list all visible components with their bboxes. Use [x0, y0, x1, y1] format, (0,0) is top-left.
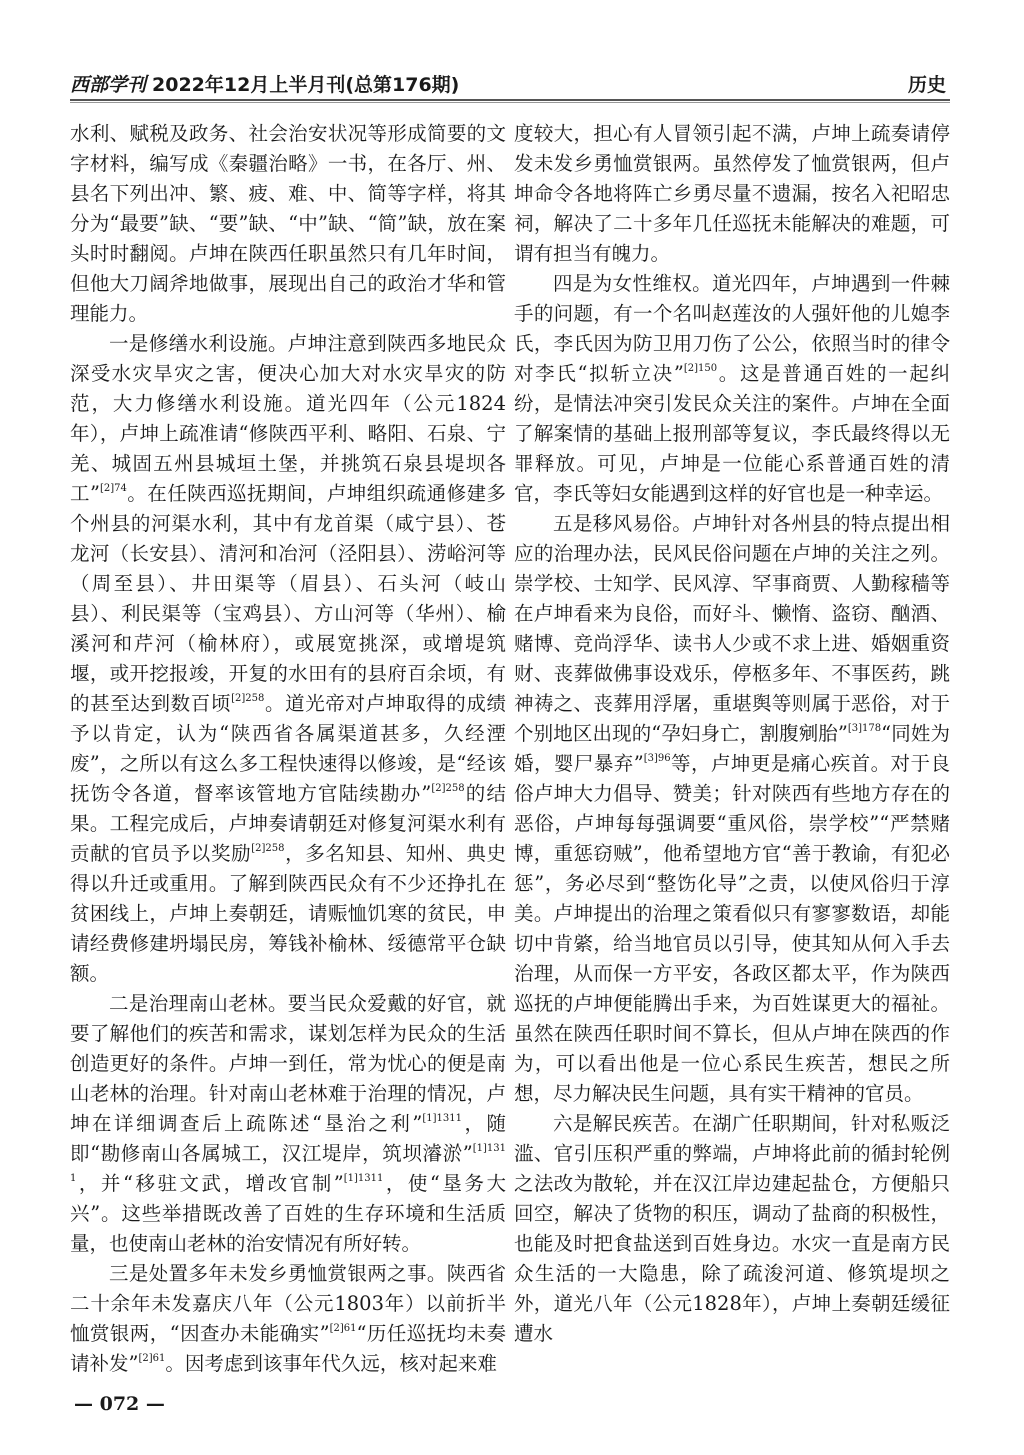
- citation-superscript: [2]258: [431, 783, 465, 794]
- paragraph-text: “同姓为婚，婴尸暴弃”: [514, 722, 950, 775]
- page-number: — 072 —: [74, 1393, 165, 1415]
- paragraph-text: 五是移风易俗。卢坤针对各州县的特点提出相应的治理办法，民风民俗问题在卢坤的关注之列。崇学校、士知学、民风淳、罕事商贾、人勤稼穑等在卢坤看来为良俗，而好斗、懒惰、盗窃、酗酒、赌博、竞尚浮华、读书人少或不求上进、婚姻重资财、丧葬做佛事设戏乐，停柩多年、不事医药，跳神祷之、丧葬用浮屠，重堪舆等则属于恶俗，对于个别地区出现的“孕妇身亡，割腹剜胎”: [514, 512, 950, 745]
- section-label: 历史: [907, 74, 946, 96]
- paragraph-text: ，并“移驻文武，增改官制”: [76, 1172, 344, 1195]
- body-paragraph: [70, 1259, 506, 1379]
- body-paragraph: [70, 989, 506, 1259]
- citation-superscript: [2]258: [231, 693, 265, 704]
- citation-superscript: [3]178: [847, 723, 882, 734]
- left-column: [70, 119, 506, 1379]
- citation-superscript: [2]258: [251, 843, 285, 854]
- paragraph-text: 等，卢坤更是痛心疾首。对于良俗卢坤大力倡导、赞美；针对陕西有些地方存在的恶俗，卢坤每每强调要“重风俗，崇学校”“严禁赌博，重惩窃贼”，他希望地方官“善于教谕，有犯必惩”，务必尽到“整饬化导”之责，以使风俗归于淳美。卢坤提出的治理之策看似只有寥寥数语，却能切中肯綮，给当地官员以引导，使其知从何入手去治理，从而保一方平安，各政区都太平，作为陕西巡抚的卢坤便能腾出手来，为百姓谋更大的福祉。虽然在陕西任职时间不算长，但从卢坤在陕西的作为，可以看出他是一位心系民生疾苦，想民之所想，尽力解决民生问题，具有实干精神的官员。: [514, 752, 950, 1105]
- journal-logo: 西部学刊: [70, 74, 147, 96]
- citation-superscript: [2]61: [329, 1323, 357, 1334]
- paragraph-text: 二是治理南山老林。要当民众爱戴的好官，就要了解他们的疾苦和需求，谋划怎样为民众的生活创造更好的条件。卢坤一到任，常为忧心的便是南山老林的治理。针对南山老林难于治理的情况，卢坤在详细调查后上疏陈述“垦治之利”: [70, 992, 506, 1135]
- paragraph-text: 一是修缮水利设施。卢坤注意到陕西多地民众深受水灾旱灾之害，便决心加大对水灾旱灾的防范，大力修缮水利设施。道光四年（公元1824年），卢坤上疏准请“修陕西平利、略阳、石泉、宁羌、城固五州县城垣土堡，并挑筑石泉县堤坝各工”: [70, 332, 506, 505]
- paragraph-text: ，多名知县、知州、典史得以升迁或重用。了解到陕西民众有不少还挣扎在贫困线上，卢坤上奏朝廷，请赈恤饥寒的贫民，申请经费修建坍塌民房，筹钱补榆林、绥德常平仓缺额。: [70, 842, 506, 985]
- header-divider: [70, 99, 950, 103]
- paragraph-text: 。因考虑到该事年代久远，核对起来难: [165, 1352, 497, 1375]
- paragraph-text: “历任巡抚均未奏请补发”: [70, 1322, 506, 1375]
- running-header: [70, 70, 950, 98]
- paragraph-text: ，使“垦务大兴”。这些举措既改善了百姓的生存环境和生活质量，也使南山老林的治安情况有所好转。: [70, 1172, 506, 1255]
- body-paragraph: [70, 119, 506, 329]
- paragraph-text: 四是为女性维权。道光四年，卢坤遇到一件棘手的问题，有一个名叫赵莲汝的人强奸他的儿媳李氏，李氏因为防卫用刀伤了公公，依照当时的律令对李氏“拟斩立决”: [514, 272, 950, 385]
- body-paragraph: [70, 329, 506, 989]
- paragraph-text: 。在任陕西巡抚期间，卢坤组织疏通修建多个州县的河渠水利，其中有龙首渠（咸宁县）、苍龙河（长安县）、清河和冶河（泾阳县）、涝峪河等（周至县）、井田渠等（眉县）、石头河（岐山县）、利民渠等（宝鸡县）、方山河等（华州）、榆溪河和芹河（榆林府），或展宽挑深，或增堤筑堰，或开挖报竣，开复的水田有的县府百余顷，有的甚至达到数百顷: [70, 482, 506, 715]
- citation-superscript: [3]96: [643, 753, 671, 764]
- body-columns: [70, 119, 950, 1379]
- citation-superscript: [1]1311: [343, 1173, 384, 1184]
- citation-superscript: [2]150: [683, 363, 718, 374]
- body-paragraph: [514, 269, 950, 509]
- citation-superscript: [1]1311: [70, 1143, 506, 1184]
- body-paragraph: [514, 119, 950, 269]
- right-column: [514, 119, 950, 1349]
- paragraph-text: 三是处置多年未发乡勇恤赏银两之事。陕西省二十余年未发嘉庆八年（公元1803年）以前折半恤赏银两，“因查办未能确实”: [70, 1262, 506, 1345]
- paragraph-text: 度较大，担心有人冒领引起不满，卢坤上疏奏请停发未发乡勇恤赏银两。虽然停发了恤赏银两，但卢坤命令各地将阵亡乡勇尽量不遗漏，按名入祀昭忠祠，解决了二十多年几任巡抚未能解决的难题，可谓有担当有魄力。: [514, 122, 950, 265]
- citation-superscript: [2]61: [138, 1353, 166, 1364]
- body-paragraph: [514, 509, 950, 1109]
- citation-superscript: [1]1311: [422, 1113, 462, 1124]
- issue-info: 2022年12月上半月刊(总第176期): [152, 74, 460, 96]
- citation-superscript: [2]74: [99, 483, 127, 494]
- paragraph-text: 水利、赋税及政务、社会治安状况等形成简要的文字材料，编写成《秦疆治略》一书，在各厅、州、县名下列出冲、繁、疲、难、中、简等字样，将其分为“最要”缺、“要”缺、“中”缺、“简”缺，放在案头时时翻阅。卢坤在陕西任职虽然只有几年时间，但他大刀阔斧地做事，展现出自己的政治才华和管理能力。: [70, 122, 506, 325]
- body-paragraph: [514, 1109, 950, 1349]
- paragraph-text: 六是解民疾苦。在湖广任职期间，针对私贩泛滥、官引压积严重的弊端，卢坤将此前的循封轮例之法改为散轮，并在汉江岸边建起盐仓，方便船只回空，解决了货物的积压，调动了盐商的积极性，也能及时把食盐送到百姓身边。水灾一直是南方民众生活的一大隐患，除了疏浚河道、修筑堤坝之外，道光八年（公元1828年），卢坤上奏朝廷缓征遭水: [514, 1112, 950, 1345]
- paragraph-text: 的结果。工程完成后，卢坤奏请朝廷对修复河渠水利有贡献的官员予以奖励: [70, 782, 506, 865]
- paragraph-text: 。道光帝对卢坤取得的成绩予以肯定，认为“陕西省各属渠道甚多，久经湮废”，之所以有这么多工程快速得以修竣，是“经该抚饬令各道，督率该管地方官陆续勘办”: [70, 692, 506, 805]
- paragraph-text: ，随即“勘修南山各属城工，汉江堤岸，筑坝濬淤”: [70, 1112, 506, 1165]
- paragraph-text: 。这是普通百姓的一起纠纷，是情法冲突引发民众关注的案件。卢坤在全面了解案情的基础上报刑部等复议，李氏最终得以无罪释放。可见，卢坤是一位能心系普通百姓的清官，李氏等妇女能遇到这样的好官也是一种幸运。: [514, 362, 950, 505]
